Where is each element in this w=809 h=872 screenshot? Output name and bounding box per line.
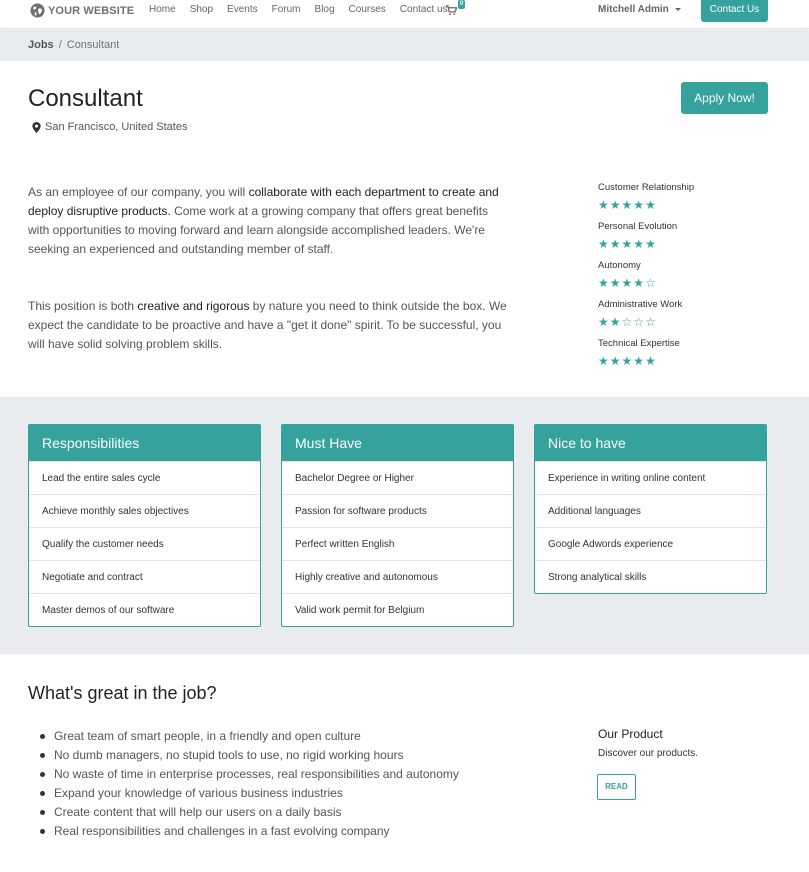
- card-list-item: Qualify the customer needs: [29, 527, 260, 560]
- list-item: Real responsibilities and challenges in a fast evolving company: [40, 822, 459, 841]
- star-filled-icon: ★: [633, 276, 645, 290]
- rating-label: Autonomy: [598, 260, 641, 271]
- star-filled-icon: ★: [598, 237, 609, 251]
- list-item: Expand your knowledge of various business industries: [40, 784, 459, 803]
- globe-icon: [30, 3, 45, 18]
- nav-home[interactable]: Home: [149, 4, 176, 15]
- card-list-item: Highly creative and autonomous: [282, 560, 513, 593]
- card-header: Responsibilities: [29, 425, 260, 461]
- star-filled-icon: ★: [598, 276, 609, 290]
- apply-now-button[interactable]: Apply Now!: [681, 82, 768, 114]
- star-filled-icon: ★: [609, 198, 621, 212]
- breadcrumb: [28, 39, 119, 51]
- rating-stars: [598, 315, 768, 329]
- user-menu-toggle[interactable]: [598, 4, 681, 15]
- contact-us-button[interactable]: Contact Us: [701, 0, 768, 22]
- nav-events[interactable]: Events: [227, 4, 258, 15]
- star-empty-icon: ☆: [645, 315, 656, 329]
- star-filled-icon: ★: [633, 354, 645, 368]
- whats-great-list: [40, 727, 459, 841]
- rating-stars: [598, 237, 768, 251]
- site-logo[interactable]: [30, 3, 134, 18]
- our-product-subtitle: Discover our products.: [598, 748, 699, 759]
- card-header: Nice to have: [535, 425, 766, 461]
- rating-label: Technical Expertise: [598, 338, 680, 349]
- card-list-item: Passion for software products: [282, 494, 513, 527]
- shopping-cart-icon: [446, 5, 457, 16]
- star-filled-icon: ★: [598, 315, 609, 329]
- list-item: Create content that will help our users on a daily basis: [40, 803, 459, 822]
- list-item: Great team of smart people, in a friendly and open culture: [40, 727, 459, 746]
- whats-great-title: What's great in the job?: [28, 683, 217, 703]
- star-filled-icon: ★: [633, 237, 645, 251]
- nav-forum[interactable]: Forum: [271, 4, 301, 15]
- rating-stars: [598, 354, 768, 368]
- rating-row: [598, 181, 768, 220]
- card-list-item: Additional languages: [535, 494, 766, 527]
- card-list-item: Google Adwords experience: [535, 527, 766, 560]
- requirements-section: [0, 397, 809, 654]
- star-filled-icon: ★: [621, 354, 633, 368]
- desc-emphasis: collaborate with each department to create and deploy disruptive products.: [28, 185, 499, 218]
- description-paragraph-2: [28, 297, 508, 354]
- skill-ratings: [598, 181, 768, 376]
- must-have-card: [281, 424, 514, 627]
- star-filled-icon: ★: [609, 315, 621, 329]
- nav-shop[interactable]: Shop: [189, 4, 214, 15]
- our-product-title: Our Product: [598, 727, 663, 741]
- card-list-item: Bachelor Degree or Higher: [282, 461, 513, 494]
- rating-label: Personal Evolution: [598, 221, 678, 232]
- card-list-item: Master demos of our software: [29, 593, 260, 626]
- card-list-item: Negotiate and contract: [29, 560, 260, 593]
- star-empty-icon: ☆: [621, 315, 633, 329]
- star-empty-icon: ☆: [645, 276, 656, 290]
- nice-to-have-card: [534, 424, 767, 594]
- breadcrumb-jobs-link[interactable]: Jobs: [28, 39, 54, 51]
- read-button[interactable]: READ: [597, 774, 636, 800]
- star-filled-icon: ★: [621, 276, 633, 290]
- rating-row: [598, 298, 768, 337]
- star-filled-icon: ★: [609, 354, 621, 368]
- rating-label: Administrative Work: [598, 299, 683, 310]
- nav-contact-us[interactable]: Contact us: [399, 4, 448, 15]
- star-filled-icon: ★: [645, 237, 656, 251]
- breadcrumb-current: Consultant: [66, 39, 120, 51]
- rating-stars: [598, 276, 768, 290]
- star-filled-icon: ★: [645, 198, 656, 212]
- list-item: No waste of time in enterprise processes, real responsibilities and autonomy: [40, 765, 459, 784]
- job-title: Consultant: [28, 85, 143, 112]
- card-list-item: Strong analytical skills: [535, 560, 766, 593]
- cart-count-badge: 0: [460, 1, 464, 7]
- breadcrumb-bar: [0, 30, 809, 61]
- star-filled-icon: ★: [633, 198, 645, 212]
- location-text: San Francisco, United States: [45, 121, 188, 133]
- nav-blog[interactable]: Blog: [314, 4, 335, 15]
- main-menu: [142, 0, 455, 20]
- nav-courses[interactable]: Courses: [348, 4, 386, 15]
- desc-text: by nature you need to think outside the box. We expect the candidate to be proactive and have a "get it done" spirit. To be successful, you will have solid solving problem skills.: [28, 299, 507, 351]
- star-filled-icon: ★: [598, 198, 609, 212]
- card-list-item: Perfect written English: [282, 527, 513, 560]
- rating-label: Customer Relationship: [598, 182, 695, 193]
- star-filled-icon: ★: [609, 276, 621, 290]
- map-marker-icon: [32, 122, 41, 133]
- top-navbar: [0, 0, 809, 29]
- card-list-item: Lead the entire sales cycle: [29, 461, 260, 494]
- desc-text: This position is both: [28, 299, 138, 313]
- responsibilities-card: [28, 424, 261, 627]
- card-header: Must Have: [282, 425, 513, 461]
- logo-text: YOUR WEBSITE: [48, 4, 135, 17]
- rating-row: [598, 259, 768, 298]
- rating-stars: [598, 198, 768, 212]
- star-filled-icon: ★: [621, 237, 633, 251]
- list-item: No dumb managers, no stupid tools to use, no rigid working hours: [40, 746, 459, 765]
- card-list-item: Valid work permit for Belgium: [282, 593, 513, 626]
- card-list-item: Experience in writing online content: [535, 461, 766, 494]
- desc-text: Come work at a growing company that offers great benefits with opportunities to moving forward and learn alongside accomplished leaders. We're seeking an experienced and outstanding member of staff.: [28, 204, 489, 256]
- desc-emphasis: creative and rigorous: [137, 299, 250, 313]
- rating-row: [598, 337, 768, 376]
- description-paragraph-1: [28, 183, 508, 259]
- star-filled-icon: ★: [609, 237, 621, 251]
- star-filled-icon: ★: [645, 354, 656, 368]
- rating-row: [598, 220, 768, 259]
- caret-down-icon: [675, 8, 681, 11]
- star-empty-icon: ☆: [633, 315, 645, 329]
- user-name: Mitchell Admin: [598, 4, 669, 15]
- star-filled-icon: ★: [598, 354, 609, 368]
- job-location: [32, 121, 187, 133]
- cart-link[interactable]: [446, 1, 464, 21]
- card-list-item: Achieve monthly sales objectives: [29, 494, 260, 527]
- desc-text: As an employee of our company, you will: [28, 185, 249, 199]
- breadcrumb-separator: /: [58, 39, 62, 51]
- star-filled-icon: ★: [621, 198, 633, 212]
